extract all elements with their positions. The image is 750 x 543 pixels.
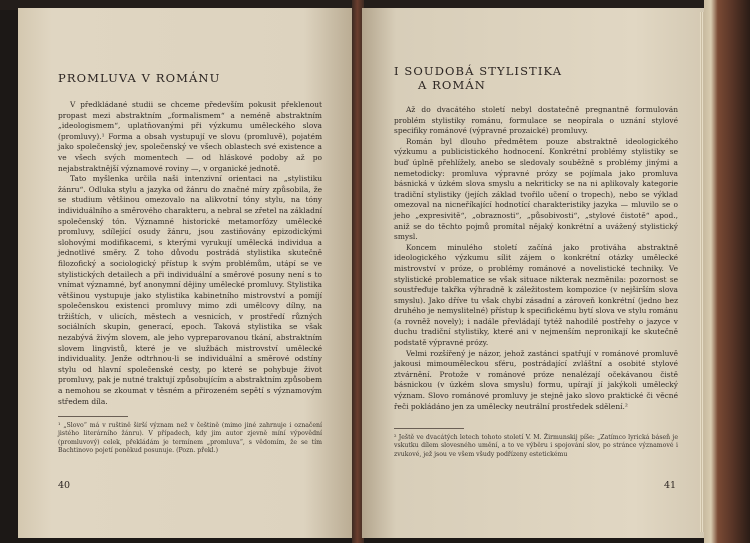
footnote-divider (394, 428, 464, 429)
section-title-continued: A ROMÁN (418, 78, 486, 92)
paragraph: Román byl dlouho předmětem pouze abstraktně ideologického výzkumu a publicistického hodnocení. Konkrétní problémy stylistiky se buď úplně přehlížely, anebo se sledovaly souběžně s problémy jinými a nemetodicky: promluva výpravné prózy se pojímala jako promluva básnická v úzkém slova smyslu a nekriticky se na ni aplikovaly kategorie tradiční stylistiky (jejích základ tvořilo učení o tropech), nebo se výklad omezoval na nicneříkající hodnotící charakteristiky jazyka — mluvilo se o jeho „expresivitě“, „obraznosti“, „působivosti“, „stylové čistotě“ apod., aniž se do těchto pojmů promítal nějaký konkrétní a uvážený stylistický smysl. (394, 136, 678, 242)
paragraph: Až do dvacátého století nebyl dostatečně pregnantně formulován problém stylistiky románu, formulace se neopírala o uznání stylové specifiky románové (výpravné prozaické) promluvy. (394, 105, 678, 136)
footnote: ¹ „Slovo“ má v ruštině širší význam než v češtině (mimo jiné zahrnuje i označení jistého literárního žánru). V případech, kdy jim autor zjevně míní výpovědní (promluvový) celek, překládám je termínem „promluva“, s vědomím, že se tím Bachtinovo pojetí poněkud posunuje. (Pozn. překl.) (58, 422, 322, 454)
left-body-text (58, 100, 322, 407)
page-number: 41 (664, 480, 677, 491)
right-body-text (394, 105, 678, 412)
footnote: ² Ještě ve dvacátých letech tohoto století V. M. Žirmunskij píše: „Zatímco lyrická báseň je vskutku dílem slovesného umění, a to ve výběru i spojování slov, po stránce významové i zvukové, jež jsou ve všem všudy podřízeny estetickému (394, 434, 678, 458)
paragraph: Tato myšlenka určila naši intenzivní orientaci na „stylistiku žánru“. Odluka stylu a jazyka od žánru do značné míry způsobila, že se studium většinou omezovalo na alikvotní tóny stylu, na tóny individuálního a směrového charakteru, a nebral se zřetel na základní společenský tón. Významné historické metamorfózy umělecké promluvy, sdílející osudy žánru, jsou zastiňovány epizodickými slohovými modifikacemi, s kterými vyrukují umělecká individua a jednotlivé směry. Z toho důvodu postrádá stylistika skutečně filozofický a sociologický přístup k svým problémům, utápí se ve stylistických detailech a při individuální a směrové posuny není s to vnímat významné, byť anonymní dějiny umělecké promluvy. Stylistika většinou vystupuje jako stylistika kabinetního mistrovství a pomíjí společenskou existenci promluvy mimo zdi umělcovy dílny, na tržištích, v ulicích, městech a vesnicích, v prostředí různých sociálních skupin, generací, epoch. Taková stylistika se však nezabývá živým slovem, ale jeho vypreparovanou tkání, abstraktním slovem lingvistů, které je ve službách mistrovství umělecké individuality. Jenže odtrhnou-li se individuální a směrové odstíny stylu od hlavní společenské cesty, po které se pohybuje život promluvy, pak je nutné traktují způsobujícím a abstraktním způsobem a nemohou se zkoumat v těsném a přirozeném sepětí s významovým středem díla. (58, 174, 323, 406)
section-title: I SOUDOBÁ STYLISTIKA (394, 64, 563, 78)
chapter-title: PROMLUVA V ROMÁNU (58, 71, 221, 85)
paragraph: Koncem minulého století začíná jako protiváha abstraktně ideologického výzkumu sílit zájem o konkrétní otázky umělecké mistrovství v próze, o problémy románové a novelistické techniky. Ve stylistické problematice se však situace nikterak nezměnila: pozornost se soustřeďuje takřka výhradně k záležitostem kompozice (v nejširším slova smyslu). Jako dříve tu však chybí zásadní a zároveň konkrétní (jedno bez druhého je nemyslitelné) přístup k specifickému bytí slova ve stylu románu (a rovněž novely); i nadále převládají tytéž nahodilé postřehy o jazyce v duchu tradiční stylistiky, které ani v nejmenším nepronikají ke skutečně podstatě výpravné prózy. (394, 242, 678, 348)
right-page (362, 8, 704, 538)
left-page (18, 8, 354, 538)
footnote-divider (58, 416, 128, 417)
book-cover-edge (704, 0, 750, 543)
paragraph: Velmi rozšířený je názor, jehož zastánci spatřují v románové promluvě jakousi mimouměleckou sféru, postrádající zvláštní a osobité stylové ztvárnění. Protože v románové próze nenalézají očekávanou čistě básnickou (v úzkém slova smyslu) formu, upírají jí jakýkoli umělecký význam. Slovo románové promluvy je stejně jako slovo praktické či věcné řeči pokládáno jen za umělecky neutrální prostředek sdělení.² (394, 348, 678, 411)
page-number: 40 (58, 480, 71, 491)
paragraph: V předkládané studii se chceme především pokusit překlenout propast mezi abstraktním „formalismem“ a neméně abstraktním „ideologismem“, uplatňovanými při výzkumu uměleckého slova (promluvy).¹ Forma a obsah vystupují ve slovu (promluvě), pojatém jako společenský jev, společenský ve všech oblastech své existence a ve všech svých momentech — od hláskové podoby až po nejabstraktnější významové roviny —, v organické jednotě. (58, 100, 322, 173)
